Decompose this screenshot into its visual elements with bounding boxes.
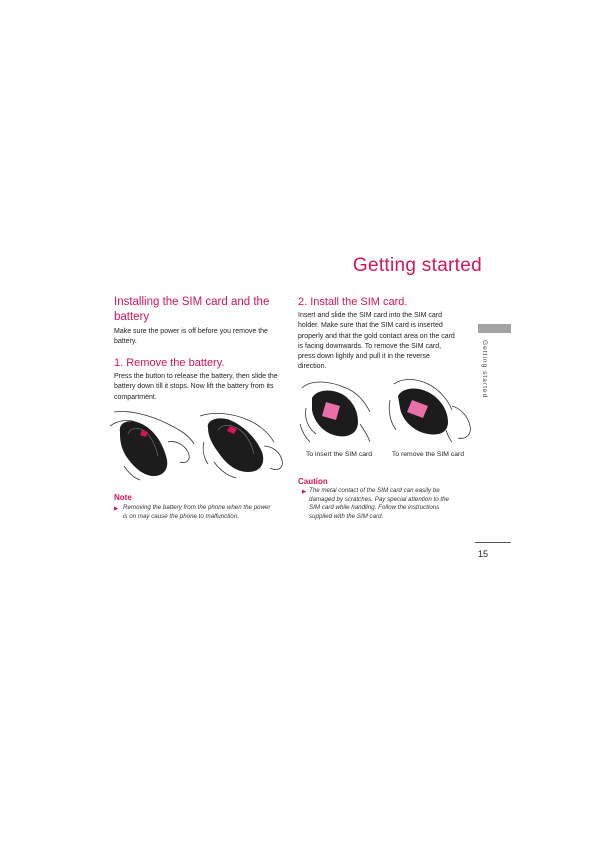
battery-removal-step-b: [200, 413, 282, 478]
page-title: Getting started: [352, 255, 482, 276]
caution-heading: Caution: [298, 477, 328, 486]
sim-card-illustration: [298, 378, 474, 444]
step1-text: Press the button to release the battery, then slide the battery down till it stops. Now lift the battery from its compartment.: [114, 373, 278, 401]
battery-removal-step-a: [110, 412, 194, 481]
section-heading-install: Installing the SIM card and the battery: [114, 296, 270, 323]
caution-text: The metal contact of the SIM card can easily be damaged by scratches. Pay special attention to the SIM card while handling. Follow the instructions supplied with the SIM card.: [309, 487, 449, 520]
side-tab-bar: [478, 324, 511, 333]
note-item: [114, 504, 274, 521]
caution-item: [298, 487, 460, 521]
caption-remove-sim: To remove the SIM card: [391, 451, 465, 458]
note-text: Removing the battery from the phone when the power is on may cause the phone to malfunction.: [123, 504, 271, 520]
side-tab-label: Getting started: [481, 340, 488, 399]
install-intro-text: Make sure the power is off before you remove the battery.: [114, 328, 268, 346]
step1-heading: 1. Remove the battery.: [114, 357, 225, 369]
step2-heading: 2. Install the SIM card.: [298, 296, 408, 308]
caption-insert-sim: To insert the SIM card: [305, 451, 373, 458]
sim-insert-illustration: [300, 382, 370, 442]
sim-remove-illustration: [389, 380, 470, 443]
note-heading: Note: [114, 493, 132, 502]
page-number: 15: [478, 549, 489, 559]
caution-bullet-icon: ▶: [302, 489, 307, 495]
step2-text: Insert and slide the SIM card into the SIM card holder. Make sure that the SIM card is inserted properly and that the gold contact area on the card is facing downwards. To remove the SIM card, press down lightly and pull it in the reverse direction.: [298, 312, 455, 371]
battery-removal-illustration: [108, 406, 288, 482]
note-bullet-icon: ▶: [114, 506, 119, 512]
page-number-rule: [475, 542, 511, 543]
